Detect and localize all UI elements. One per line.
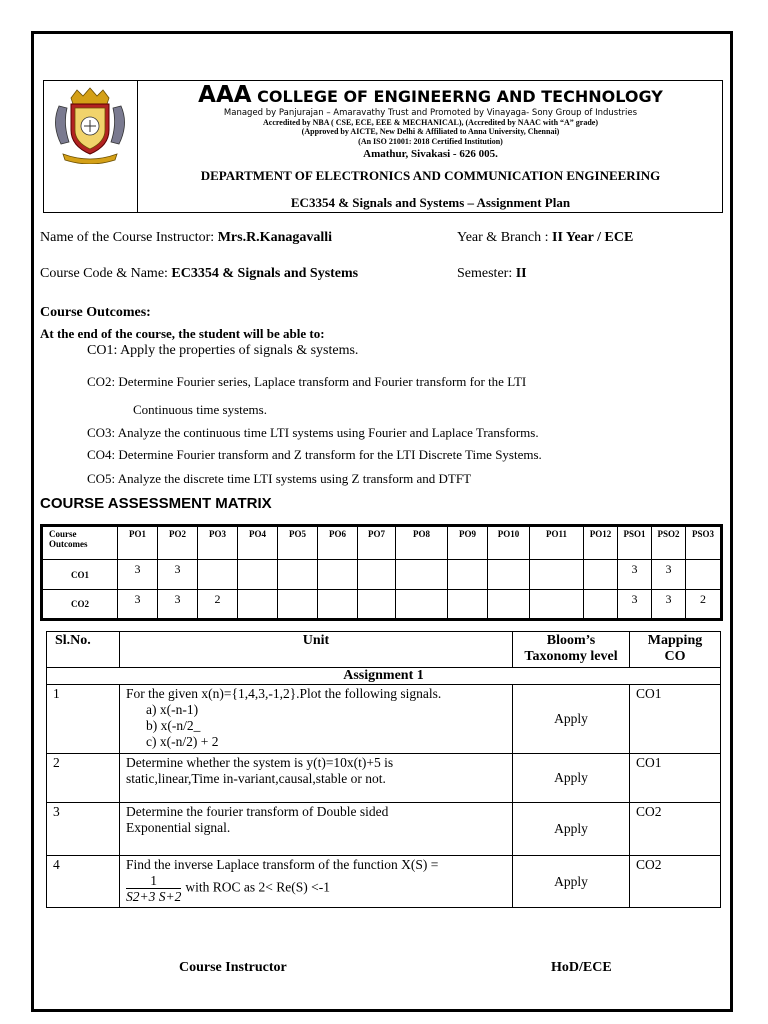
logo-cell (43, 80, 138, 213)
mapping-co: CO1 (630, 685, 721, 754)
bloom-level: Apply (513, 803, 630, 856)
co2-text-line2: Continuous time systems. (133, 402, 267, 417)
matrix-row-label: CO2 (42, 590, 118, 620)
sub-item: b) x(-n/2_ (146, 718, 201, 733)
matrix-cell (396, 560, 448, 590)
course-outcomes-heading: Course Outcomes: (40, 305, 151, 320)
course-line: Course Code & Name: EC3354 & Signals and Systems (40, 266, 359, 281)
managed-by: Managed by Panjurajan – Amaravathy Trust and Promoted by Vinayaga- Sony Group of Industries (223, 108, 638, 118)
matrix-cell: 3 (118, 560, 158, 590)
matrix-cell (318, 590, 358, 620)
matrix-col-header: PSO2 (652, 526, 686, 560)
matrix-col-header: PO6 (318, 526, 358, 560)
bloom-level: Apply (513, 685, 630, 754)
row-number: 1 (47, 685, 120, 754)
matrix-col-header: PO4 (238, 526, 278, 560)
matrix-cell (584, 590, 618, 620)
question-text: For the given x(n)={1,4,3,-1,2}.Plot the following signals. a) x(-n-1) b) x(-n/2_ c) x(-n/2) + 2 (120, 685, 513, 754)
co4-text: CO4: Determine Fourier transform and Z transform for the LTI Discrete Time Systems. (87, 447, 542, 462)
college-name: AAA COLLEGE OF ENGINEERNG AND TECHNOLOGY (198, 82, 663, 108)
co3-text: CO3: Analyze the continuous time LTI systems using Fourier and Laplace Transforms. (87, 425, 539, 440)
matrix-cell: 3 (118, 590, 158, 620)
table-row (47, 685, 721, 754)
matrix-cell (238, 560, 278, 590)
matrix-cell: 3 (158, 560, 198, 590)
matrix-col-header: PO11 (530, 526, 584, 560)
matrix-cell (448, 590, 488, 620)
question-text: Determine whether the system is y(t)=10x(t)+5 is static,linear,Time in-variant,causal,stable or not. (120, 754, 513, 803)
matrix-cell (530, 560, 584, 590)
col-header-bloom: Bloom’s Taxonomy level (513, 632, 630, 668)
matrix-cell (358, 560, 396, 590)
matrix-cell: 3 (652, 590, 686, 620)
matrix-col-header: PO1 (118, 526, 158, 560)
matrix-cell: 3 (618, 560, 652, 590)
col-header-unit: Unit (120, 632, 513, 668)
matrix-row-label: CO1 (42, 560, 118, 590)
matrix-cell (238, 590, 278, 620)
iso-certification: (An ISO 21001: 2018 Certified Institution) (358, 137, 503, 146)
table-row (47, 803, 721, 856)
matrix-col-header: PO9 (448, 526, 488, 560)
bloom-level: Apply (513, 754, 630, 803)
matrix-cell (448, 560, 488, 590)
matrix-col-header: PO2 (158, 526, 198, 560)
matrix-col-header: PO3 (198, 526, 238, 560)
co1-text: CO1: Apply the properties of signals & systems. (87, 343, 359, 358)
matrix-cell (358, 590, 396, 620)
matrix-cell (488, 560, 530, 590)
year-branch-line: Year & Branch : II Year / ECE (457, 230, 634, 245)
semester-line: Semester: II (457, 266, 527, 281)
col-header-mapping: Mapping CO (630, 632, 721, 668)
address: Amathur, Sivakasi - 626 005. (363, 148, 498, 160)
plan-title: EC3354 & Signals and Systems – Assignment Plan (290, 195, 571, 210)
co2-text-line1: CO2: Determine Fourier series, Laplace transform and Fourier transform for the LTI (87, 374, 527, 389)
matrix-row-co2 (42, 590, 722, 620)
approval: (Approved by AICTE, New Delhi & Affiliated to Anna University, Chennai) (301, 127, 560, 136)
question-text: Determine the fourier transform of Double sided Exponential signal. (120, 803, 513, 856)
matrix-row-co1 (42, 560, 722, 590)
assignment-section-label: Assignment 1 (47, 668, 721, 685)
matrix-cell (488, 590, 530, 620)
fraction: $\frac{1}{S2+3 S+2}$ (126, 873, 182, 904)
matrix-col-header: PSO1 (618, 526, 652, 560)
mapping-co: CO1 (630, 754, 721, 803)
matrix-header-row (42, 526, 722, 560)
matrix-col-header: PO10 (488, 526, 530, 560)
matrix-cell (278, 590, 318, 620)
matrix-title: COURSE ASSESSMENT MATRIX (40, 495, 272, 512)
instructor-line: Name of the Course Instructor: Mrs.R.Kanagavalli (40, 230, 333, 245)
bloom-level: Apply (513, 856, 630, 908)
sub-item: c) x(-n/2) + 2 (146, 734, 219, 749)
matrix-col-header: PSO3 (686, 526, 722, 560)
assignment-header-row (47, 632, 721, 668)
matrix-cell (198, 560, 238, 590)
course-outcomes-intro: At the end of the course, the student will be able to: (40, 326, 325, 341)
college-emblem-icon (47, 84, 133, 164)
sub-item: a) x(-n-1) (146, 702, 199, 717)
matrix-cell: 3 (618, 590, 652, 620)
question-text: Find the inverse Laplace transform of the function X(S) = $\frac{1}{S2+3 S+2}$ with ROC as 2< Re(S) <-1 (120, 856, 513, 908)
matrix-cell (530, 590, 584, 620)
matrix-cell (584, 560, 618, 590)
matrix-corner-label: Course Outcomes (42, 526, 118, 560)
matrix-cell: 3 (158, 590, 198, 620)
matrix-cell: 2 (686, 590, 722, 620)
course-instructor-signature: Course Instructor (179, 960, 287, 975)
matrix-col-header: PO8 (396, 526, 448, 560)
matrix-col-header: PO5 (278, 526, 318, 560)
mapping-co: CO2 (630, 803, 721, 856)
mapping-co: CO2 (630, 856, 721, 908)
accreditation: Accredited by NBA ( CSE, ECE, EEE & MECHANICAL), (Accredited by NAAC with “A” grade) (262, 118, 599, 127)
row-number: 4 (47, 856, 120, 908)
department-name: DEPARTMENT OF ELECTRONICS AND COMMUNICATION ENGINEERING (200, 168, 661, 183)
matrix-cell: 3 (652, 560, 686, 590)
row-number: 2 (47, 754, 120, 803)
table-row (47, 754, 721, 803)
table-row (47, 856, 721, 908)
matrix-cell (278, 560, 318, 590)
assignment-table (46, 631, 721, 908)
co5-text: CO5: Analyze the discrete time LTI systems using Z transform and DTFT (87, 471, 472, 486)
matrix-cell (686, 560, 722, 590)
matrix-cell (318, 560, 358, 590)
row-number: 3 (47, 803, 120, 856)
matrix-col-header: PO12 (584, 526, 618, 560)
col-header-slno: Sl.No. (47, 632, 120, 668)
assignment-section-row (47, 668, 721, 685)
matrix-col-header: PO7 (358, 526, 396, 560)
matrix-cell (396, 590, 448, 620)
hod-signature: HoD/ECE (551, 960, 612, 975)
matrix-cell: 2 (198, 590, 238, 620)
assessment-matrix (40, 524, 723, 621)
